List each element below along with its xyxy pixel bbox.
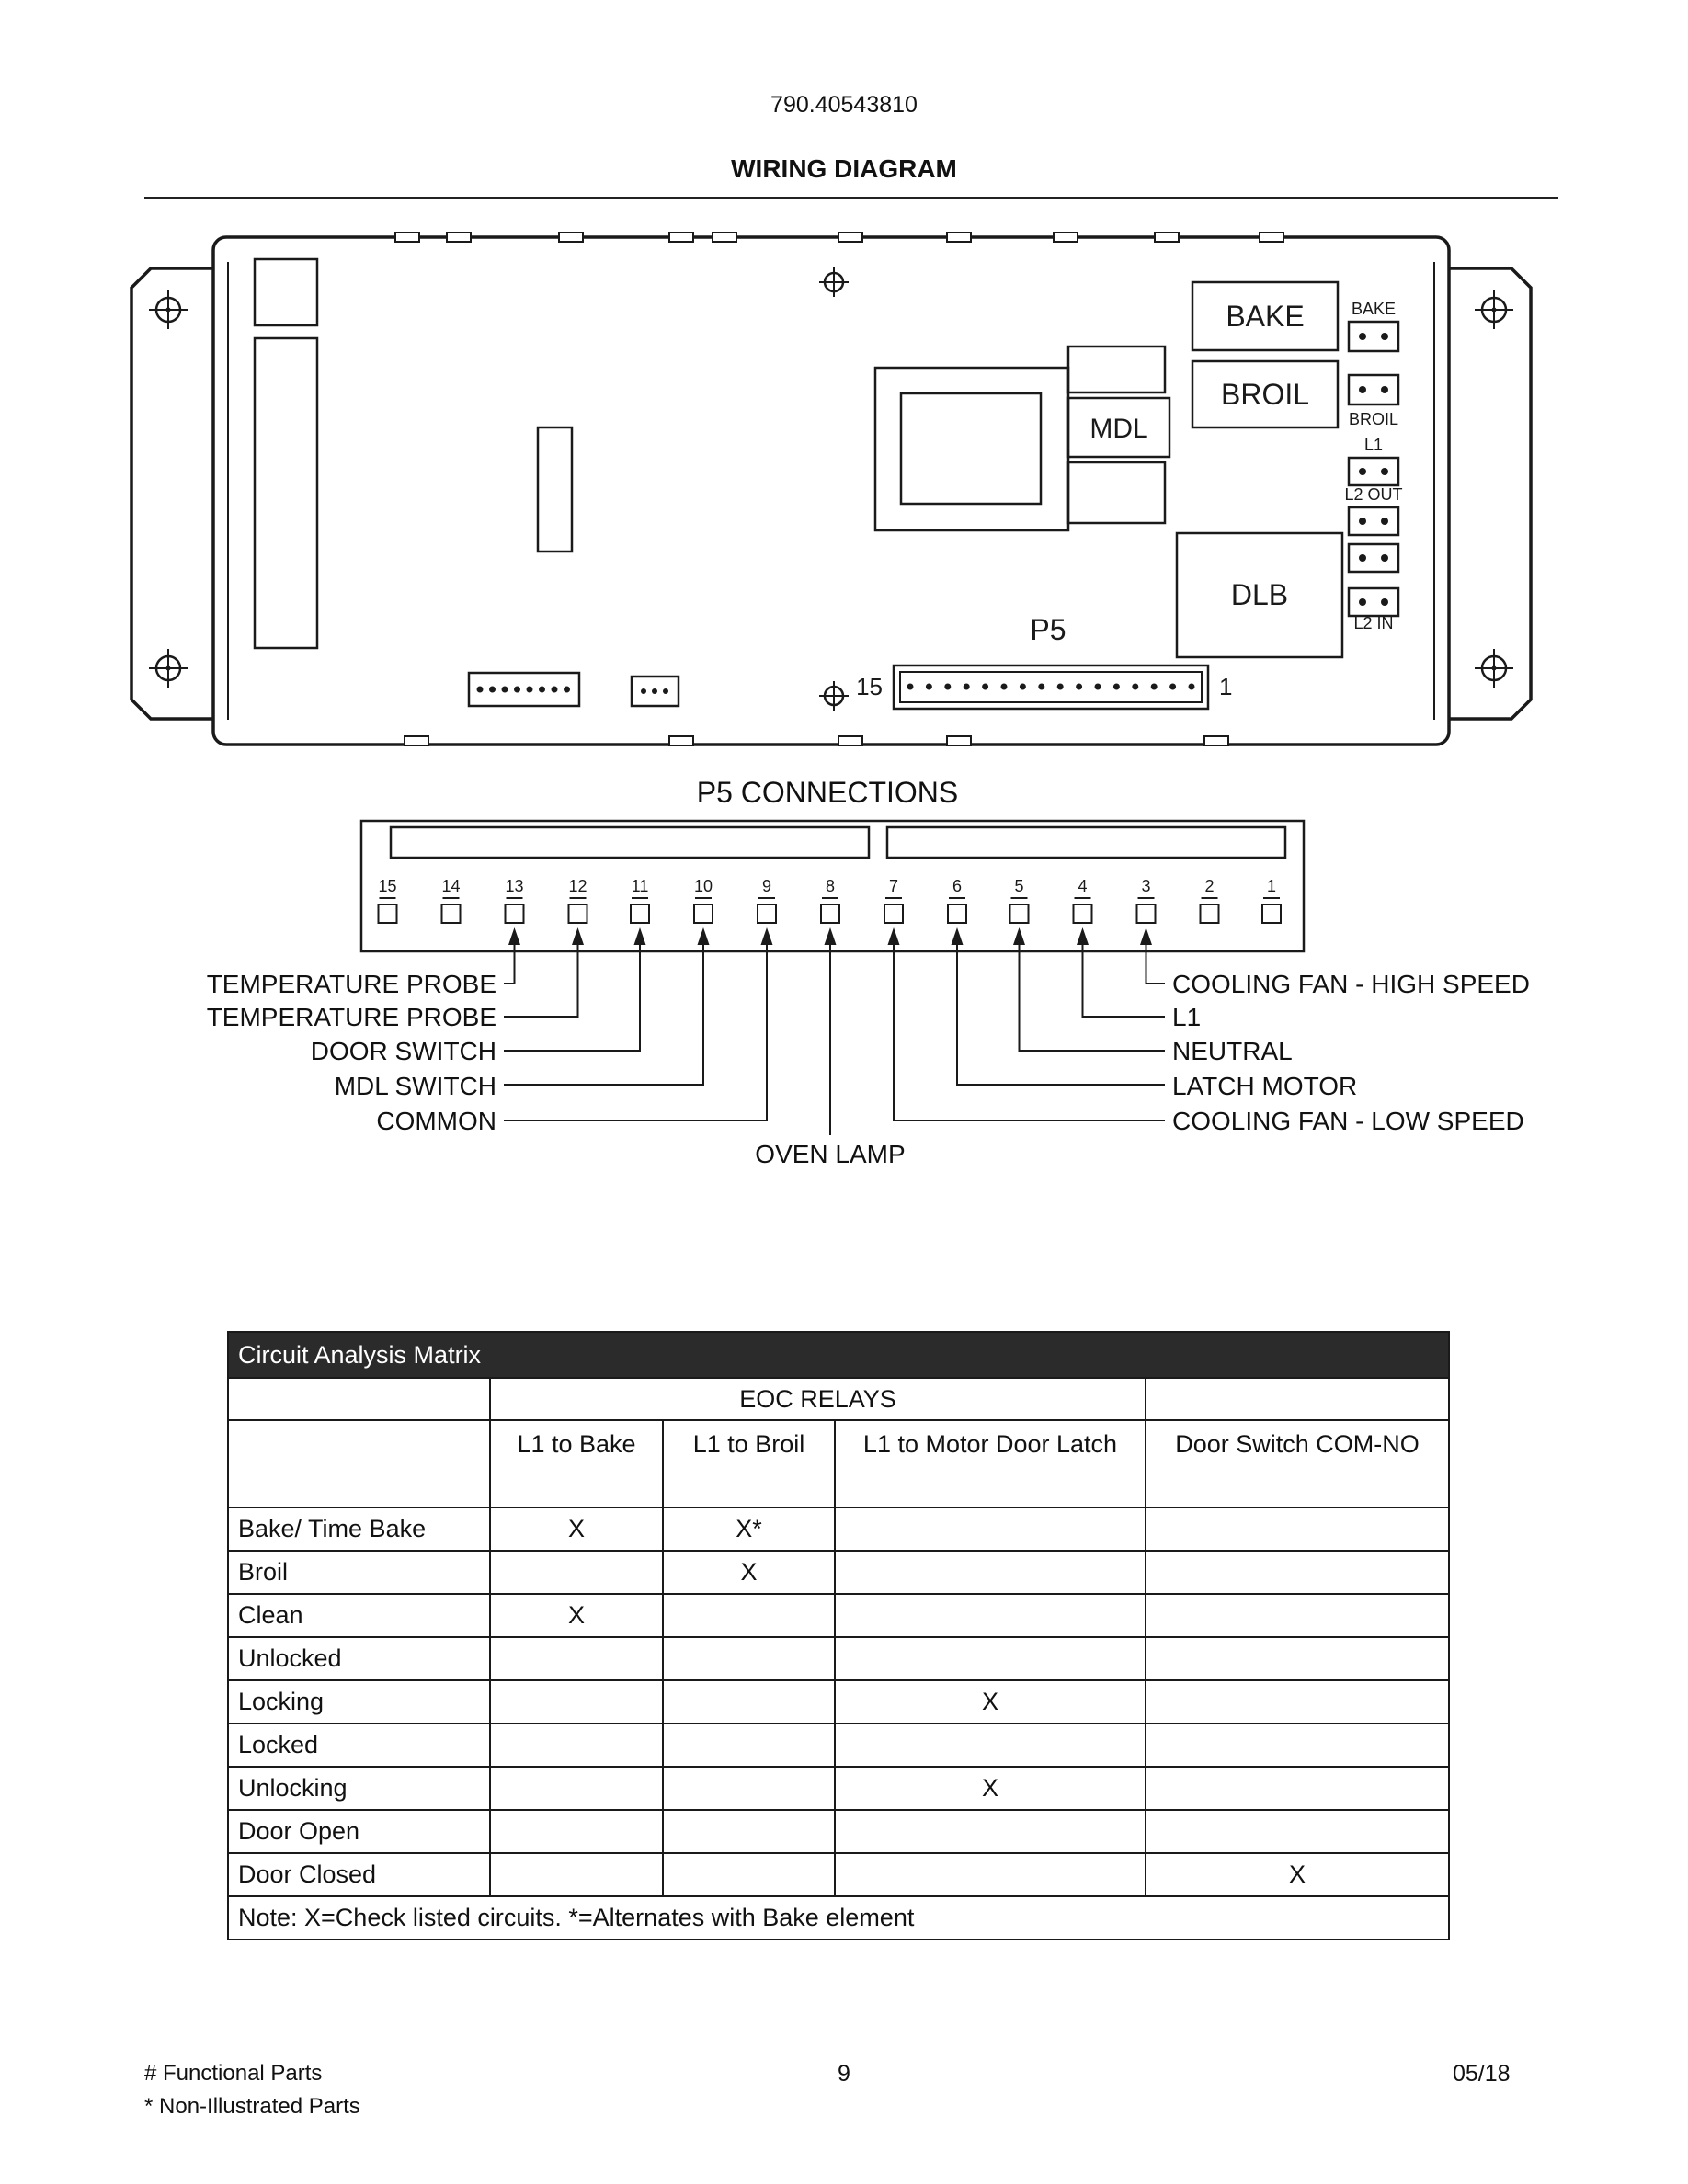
dlb-relay: [1177, 533, 1342, 657]
matrix-cell: X: [490, 1507, 663, 1551]
table-row: [228, 1680, 1449, 1723]
matrix-cell: X: [835, 1680, 1146, 1723]
matrix-cell: [1146, 1594, 1449, 1637]
matrix-cell: [490, 1810, 663, 1853]
matrix-cell: [835, 1507, 1146, 1551]
label-l1: L1: [1172, 1003, 1202, 1031]
pin-9: 9: [761, 877, 772, 895]
board-screw-top: [819, 267, 849, 297]
label-cooling-fan-high: COOLING FAN - HIGH SPEED: [1172, 970, 1530, 998]
p5-board-connector: [894, 665, 1208, 709]
matrix-cell: X: [490, 1594, 663, 1637]
terminal-l2in-label: L2 IN: [1353, 614, 1394, 632]
mdl-relay: [1068, 398, 1169, 457]
mounting-bracket-left: [131, 268, 213, 719]
mounting-bracket-right: [1449, 268, 1531, 719]
matrix-cell: [490, 1723, 663, 1767]
pin-1: 1: [1266, 877, 1277, 895]
table-row: [228, 1551, 1449, 1594]
label-latch-motor: LATCH MOTOR: [1172, 1072, 1358, 1100]
board-components: [255, 259, 1342, 711]
matrix-col-door-switch: Door Switch COM-NO: [1146, 1420, 1449, 1507]
matrix-cell: [663, 1594, 835, 1637]
pin-2: 2: [1204, 877, 1215, 895]
matrix-cell: [835, 1723, 1146, 1767]
matrix-cell: [1146, 1810, 1449, 1853]
matrix-cell: [663, 1637, 835, 1680]
matrix-cell: X*: [663, 1507, 835, 1551]
screw-target-bottom-right: [1475, 649, 1513, 688]
terminal-bake-label: BAKE: [1351, 300, 1397, 318]
matrix-cell: [663, 1767, 835, 1810]
matrix-empty-cell: [228, 1378, 490, 1420]
row-label: Door Open: [228, 1810, 490, 1853]
dlb-label: DLB: [1230, 578, 1289, 611]
pin-7: 7: [888, 877, 899, 895]
table-row: [228, 1723, 1449, 1767]
table-row: [228, 1637, 1449, 1680]
pin-10: 10: [693, 877, 713, 895]
pin-15: 15: [378, 877, 397, 895]
matrix-empty-cell: [1146, 1378, 1449, 1420]
row-label: Bake/ Time Bake: [228, 1507, 490, 1551]
page-title: WIRING DIAGRAM: [731, 154, 957, 183]
table-row: [228, 1853, 1449, 1896]
pin-8: 8: [825, 877, 836, 895]
pin-12: 12: [568, 877, 587, 895]
footer-non-illustrated-parts: * Non-Illustrated Parts: [144, 2094, 360, 2119]
matrix-cell: [490, 1637, 663, 1680]
matrix-cell: [1146, 1723, 1449, 1767]
matrix-cell: [1146, 1507, 1449, 1551]
p5-pin15-marker: 15: [856, 673, 883, 700]
matrix-cell: [835, 1551, 1146, 1594]
matrix-col-l1-latch: L1 to Motor Door Latch: [835, 1420, 1146, 1507]
matrix-cell: [835, 1594, 1146, 1637]
pin-3: 3: [1141, 877, 1151, 895]
matrix-title: Circuit Analysis Matrix: [228, 1332, 1449, 1378]
row-label: Locked: [228, 1723, 490, 1767]
matrix-cell: [490, 1853, 663, 1896]
label-cooling-fan-low: COOLING FAN - LOW SPEED: [1172, 1107, 1524, 1135]
matrix-cell: [663, 1810, 835, 1853]
row-label: Door Closed: [228, 1853, 490, 1896]
p5-wires: [504, 927, 1165, 1135]
matrix-cell: [490, 1767, 663, 1810]
title-divider: [144, 197, 1558, 199]
terminal-broil-label: BROIL: [1348, 410, 1399, 428]
part-number: 790.40543810: [770, 92, 918, 118]
broil-relay: [1192, 361, 1338, 427]
matrix-cell: [1146, 1551, 1449, 1594]
matrix-cell: X: [1146, 1853, 1449, 1896]
matrix-cell: [1146, 1767, 1449, 1810]
matrix-cell: [663, 1853, 835, 1896]
table-row: [228, 1594, 1449, 1637]
matrix-note: Note: X=Check listed circuits. *=Alternates with Bake element: [228, 1896, 1449, 1939]
screw-target-bottom-left: [149, 649, 188, 688]
broil-label: BROIL: [1220, 378, 1310, 411]
table-row: [228, 1810, 1449, 1853]
wiring-diagram: [120, 230, 1554, 763]
matrix-cell: [1146, 1680, 1449, 1723]
matrix-cell: X: [663, 1551, 835, 1594]
board-bottom-connectors: [469, 613, 1232, 709]
terminal-l1-label: L1: [1363, 436, 1384, 454]
row-label: Locking: [228, 1680, 490, 1723]
label-neutral: NEUTRAL: [1172, 1037, 1293, 1065]
matrix-cell: [835, 1637, 1146, 1680]
footer-functional-parts: # Functional Parts: [144, 2061, 323, 2086]
table-row: [228, 1507, 1449, 1551]
board-terminals-right: [1344, 300, 1402, 632]
matrix-cell: [663, 1723, 835, 1767]
bake-label: BAKE: [1226, 300, 1305, 333]
pin-11: 11: [631, 877, 649, 895]
footer-page-number: 9: [838, 2061, 850, 2087]
matrix-cell: [1146, 1637, 1449, 1680]
label-oven-lamp: OVEN LAMP: [755, 1140, 906, 1168]
matrix-cell: [490, 1551, 663, 1594]
bake-relay: [1192, 282, 1338, 350]
mdl-label: MDL: [1089, 414, 1148, 444]
row-label: Clean: [228, 1594, 490, 1637]
p5-connections-title: P5 CONNECTIONS: [696, 776, 959, 809]
matrix-empty-cell: [228, 1420, 490, 1507]
row-label: Unlocking: [228, 1767, 490, 1810]
label-mdl-switch: MDL SWITCH: [334, 1072, 496, 1100]
p5-board-label: P5: [1030, 613, 1066, 646]
matrix-cell: [663, 1680, 835, 1723]
p5-pin1-marker: 1: [1219, 673, 1233, 700]
screw-target-top-left: [149, 290, 188, 329]
matrix-cell: [835, 1853, 1146, 1896]
label-door-switch: DOOR SWITCH: [310, 1037, 496, 1065]
pin-4: 4: [1078, 877, 1088, 895]
row-label: Unlocked: [228, 1637, 490, 1680]
matrix-cell: [835, 1810, 1146, 1853]
terminal-l2out-label: L2 OUT: [1344, 485, 1403, 504]
matrix-col-l1-bake: L1 to Bake: [490, 1420, 663, 1507]
screw-target-top-right: [1475, 290, 1513, 329]
matrix-cell: X: [835, 1767, 1146, 1810]
label-temperature-probe-1: TEMPERATURE PROBE: [206, 970, 496, 998]
board-screw-bottom: [819, 681, 849, 711]
matrix-col-l1-broil: L1 to Broil: [663, 1420, 835, 1507]
pin-13: 13: [505, 877, 524, 895]
label-temperature-probe-2: TEMPERATURE PROBE: [206, 1003, 496, 1031]
pin-14: 14: [441, 877, 461, 895]
label-common: COMMON: [376, 1107, 496, 1135]
p5-pins: [378, 877, 1281, 923]
footer-date: 05/18: [1453, 2061, 1511, 2087]
row-label: Broil: [228, 1551, 490, 1594]
circuit-analysis-matrix: [227, 1331, 1450, 1940]
matrix-cell: [490, 1680, 663, 1723]
pin-6: 6: [952, 877, 963, 895]
pin-5: 5: [1014, 877, 1024, 895]
table-row: [228, 1767, 1449, 1810]
transformer: [875, 368, 1068, 530]
matrix-group-header: EOC RELAYS: [490, 1378, 1146, 1420]
